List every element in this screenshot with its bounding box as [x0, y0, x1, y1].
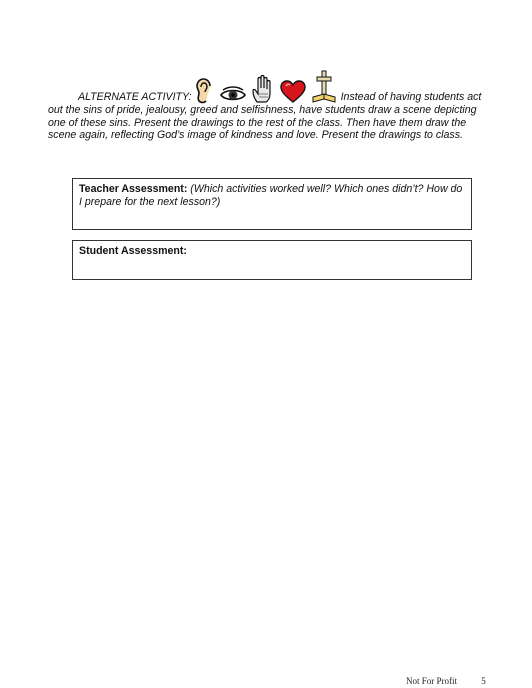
- eye-icon: [220, 86, 246, 104]
- activity-text-after-icons: Instead of having students act: [340, 91, 482, 104]
- student-assessment-label: Student Assessment:: [79, 245, 187, 257]
- hand-icon: [252, 74, 274, 104]
- page-number: 5: [481, 676, 486, 686]
- sense-icons: [196, 70, 336, 104]
- alternate-activity: [48, 70, 488, 142]
- teacher-assessment-label: Teacher Assessment:: [79, 183, 188, 195]
- footer-text: Not For Profit: [406, 676, 458, 686]
- ear-icon: [196, 78, 214, 104]
- activity-first-line: [48, 70, 488, 104]
- page-footer: [406, 676, 486, 686]
- activity-heading: ALTERNATE ACTIVITY:: [78, 91, 192, 104]
- cross-bible-icon: [312, 70, 336, 104]
- teacher-assessment-prompt: (Which activities worked well? Which ones didn’t? How do I prepare for the next lesson?): [79, 183, 463, 208]
- activity-body: out the sins of pride, jealousy, greed and selfishness, have students draw a scene depicting one of these sins. Present the drawings to the rest of the class. Then have them draw the scene again, reflecting God’s image of kindness and love. Present the drawings to class.: [48, 104, 477, 142]
- teacher-assessment-box[interactable]: [72, 178, 472, 230]
- student-assessment-box[interactable]: [72, 240, 472, 280]
- heart-icon: [280, 80, 306, 104]
